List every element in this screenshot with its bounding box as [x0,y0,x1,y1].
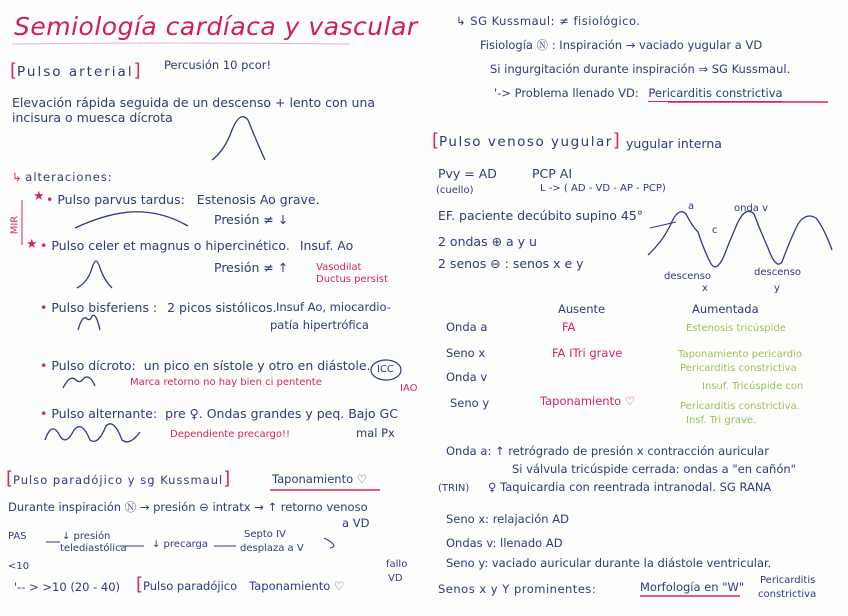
parvus-desc: Estenosis Ao grave. [196,192,320,207]
trin-label: (TRIN) [438,483,470,494]
paradojico-fallo: fallo [386,559,408,570]
row-onda-a-aum-2: Taponamiento pericardio [678,349,802,360]
celer-note-2: Ductus persist [316,274,388,285]
row-onda-v-aum-1: Insuf. Tricúspide con [702,381,804,392]
pericarditis-1: Pericarditis [760,575,816,586]
seno-x-line: Seno x: relajación AD [446,512,569,526]
alternante-note: Dependiente precargo!! [170,429,290,440]
wave-onda-v-label: onda v [734,203,769,214]
arterial-wave-sketch [212,117,265,160]
bisferiens-desc2: Insuf Ao, miocardio- [276,300,391,314]
paradojico-pas: PAS [8,531,27,542]
dicroto-name: Pulso dícroto: [51,358,136,373]
paradojico-label: Pulso paradójico y sg Kussmaul [13,473,224,487]
dicroto-wave-sketch [63,377,95,388]
pulso-arterial-label: Pulso arterial [17,64,134,80]
row-seno-x-aum-1: Pericarditis constrictiva [680,363,797,374]
alteraciones-heading: ↳ alteraciones: [12,170,113,184]
row-seno-y-aum-2: Insf. Tri grave. [686,415,757,426]
icc-label: ICC [377,364,394,375]
alternante-desc2: mal Px [356,426,395,440]
parvus-presion: Presión ≠ ↓ [214,212,289,227]
ef-label: EF. paciente decúbito supino 45° [438,208,644,223]
paradojico-telediastolica: telediastólica [60,543,127,554]
row-onda-a-label: Onda a [446,320,488,334]
pcp-label: PCP AI [532,166,573,181]
venoso-label: Pulso venoso yugular [439,134,613,150]
pulso-arterial-heading: [Pulso arterial] [10,60,141,81]
senos-label: 2 senos ⊖ : senos x e y [438,256,584,271]
row-onda-v-label: Onda v [446,370,488,384]
row-onda-a-aum-1: Estenosis tricúspide [686,323,786,334]
ef-angle-line [650,222,676,228]
row-seno-x-ausente: FA ITri grave [552,346,623,360]
wave-a-label: a [688,201,695,212]
celer-presion: Presión ≠ ↑ [214,260,289,275]
parvus-wave-sketch [75,212,188,228]
bisferiens-desc1: 2 picos sistólicos. [167,300,277,315]
kussmaul-line: ↳ SG Kussmaul: ≠ fisiológico. [456,14,641,28]
bisferiens-line: • Pulso bisferiens : 2 picos sistólicos. [40,300,277,315]
paradojico-heading: [Pulso paradójico y sg Kussmaul] [6,468,231,489]
celer-note-1: Vasodilat [316,262,362,273]
wave-descenso-y: descenso [754,267,802,278]
svg-text:★: ★ [33,189,45,204]
wave-c-label: c [712,225,718,236]
prominentes-line: Senos x y Y prominentes: [438,582,597,596]
problema-label: '-> Problema llenado VD: [494,86,639,100]
wave-descenso-x: descenso [664,271,712,282]
wave-x: x [702,283,708,294]
alternante-line: • Pulso alternante: pre ♀. Ondas grandes y peq. Bajo GC [40,406,398,421]
col-aumentada: Aumentada [692,302,759,316]
paradojico-pulso: Pulso paradójico [143,579,238,593]
taquicardia-line: ♀ Taquicardia con reentrada intranodal. SG RANA [488,480,772,494]
paradojico-pulso-bracket: [Pulso paradójico Taponamiento ♡ [136,574,345,595]
row-seno-x-label: Seno x [446,346,486,360]
arrow-retorno [324,538,334,548]
row-seno-y-ausente: Taponamiento ♡ [540,394,636,408]
celer-wave-sketch [77,261,112,288]
paradojico-line1: Durante inspiración Ⓝ → presión ⊖ intratx → ↑ retorno venoso [8,500,368,514]
alteraciones-label: alteraciones: [25,170,113,184]
problema-line [494,88,783,100]
seno-y-line: Seno y: vaciado auricular durante la diástole ventricular. [446,556,772,570]
paradojico-vd: a VD [342,516,370,530]
col-ausente: Ausente [558,302,606,316]
paradojico-septo2: desplaza a V [240,543,304,554]
title-underline [12,43,350,44]
alternante-name: Pulso alternante: [51,406,158,421]
ondas-v-line: Ondas v: llenado AD [446,536,563,550]
paradojico-septo1: Septo IV [244,529,286,540]
cuello-label: (cuello) [436,185,474,196]
paradojico-precarga: ↓ precarga [152,539,208,550]
venous-wave-sketch [648,211,832,266]
row-onda-a-ausente: FA [562,320,576,334]
elevacion-line-1: Elevación rápida seguida de un descenso + lento con una [12,95,376,110]
paradojico-taponamiento: Taponamiento ♡ [272,472,368,486]
svg-text:★: ★ [26,237,38,252]
dicroto-note-2: IAO [400,383,418,394]
celer-desc: Insuf. Ao [299,238,354,253]
paradojico-vo: VD [388,573,403,584]
pvy-label: Pvy = AD [438,166,497,181]
onda-a-line: Onda a: ↑ retrógrado de presión x contracción auricular [446,444,769,458]
bisferiens-wave-sketch [78,315,100,330]
venoso-sub: yugular interna [626,136,722,151]
celer-line: • Pulso celer et magnus o hipercinético. Insuf. Ao [40,238,354,253]
alternante-wave-sketch [45,424,140,442]
parvus-line: • Pulso parvus tardus: Estenosis Ao grave. [46,192,320,207]
celer-name: Pulso celer et magnus o hipercinético. [51,238,290,253]
row-seno-y-aum-1: Pericarditis constrictiva. [680,401,800,412]
alternante-desc: pre ♀. Ondas grandes y peq. Bajo GC [165,406,398,421]
dicroto-note: Marca retorno no hay bien ci pentente [130,377,322,388]
pericarditis-label: Pericarditis constrictiva [648,86,783,100]
valvula-line: Si válvula tricúspide cerrada: ondas a "en cañón" [512,462,796,476]
row-seno-y-label: Seno y [450,396,490,410]
secuencia-label: L -> ( AD - VD - AP - PCP) [540,183,666,194]
pericarditis-2: constrictiva [758,589,817,600]
wave-y: y [774,283,780,294]
venoso-heading: [Pulso venoso yugular] [432,130,620,151]
elevacion-line-2: incisura o muesca dícrota [12,110,173,125]
bisferiens-name: Pulso bisferiens : [51,300,158,315]
parvus-name: Pulso parvus tardus: [57,192,185,207]
dicroto-line: • Pulso dícroto: un pico en sístole y otro en diástole. [40,358,371,373]
paradojico-gt10: '-- > >10 (20 - 40) [14,580,121,594]
morfologia-label: Morfología en "W" [640,580,745,594]
page-title: Semiología cardíaca y vascular [14,12,418,41]
paradojico-lt10: <10 [8,561,30,572]
ingurgitacion-line: Si ingurgitación durante inspiración ⇒ SG Kussmaul. [490,62,791,76]
paradojico-tap: Taponamiento ♡ [249,579,345,593]
mir-label: MIR [9,215,21,235]
fisiologia-line: Fisiología Ⓝ : Inspiración → vaciado yugular a VD [480,38,763,52]
ondas-label: 2 ondas ⊕ a y u [438,234,537,249]
dicroto-desc: un pico en sístole y otro en diástole. [143,358,371,373]
paradojico-presion: ↓ presión [62,531,111,542]
percusion-note: Percusión 10 pcor! [164,58,272,72]
bisferiens-desc3: patía hipertrófica [270,318,369,332]
